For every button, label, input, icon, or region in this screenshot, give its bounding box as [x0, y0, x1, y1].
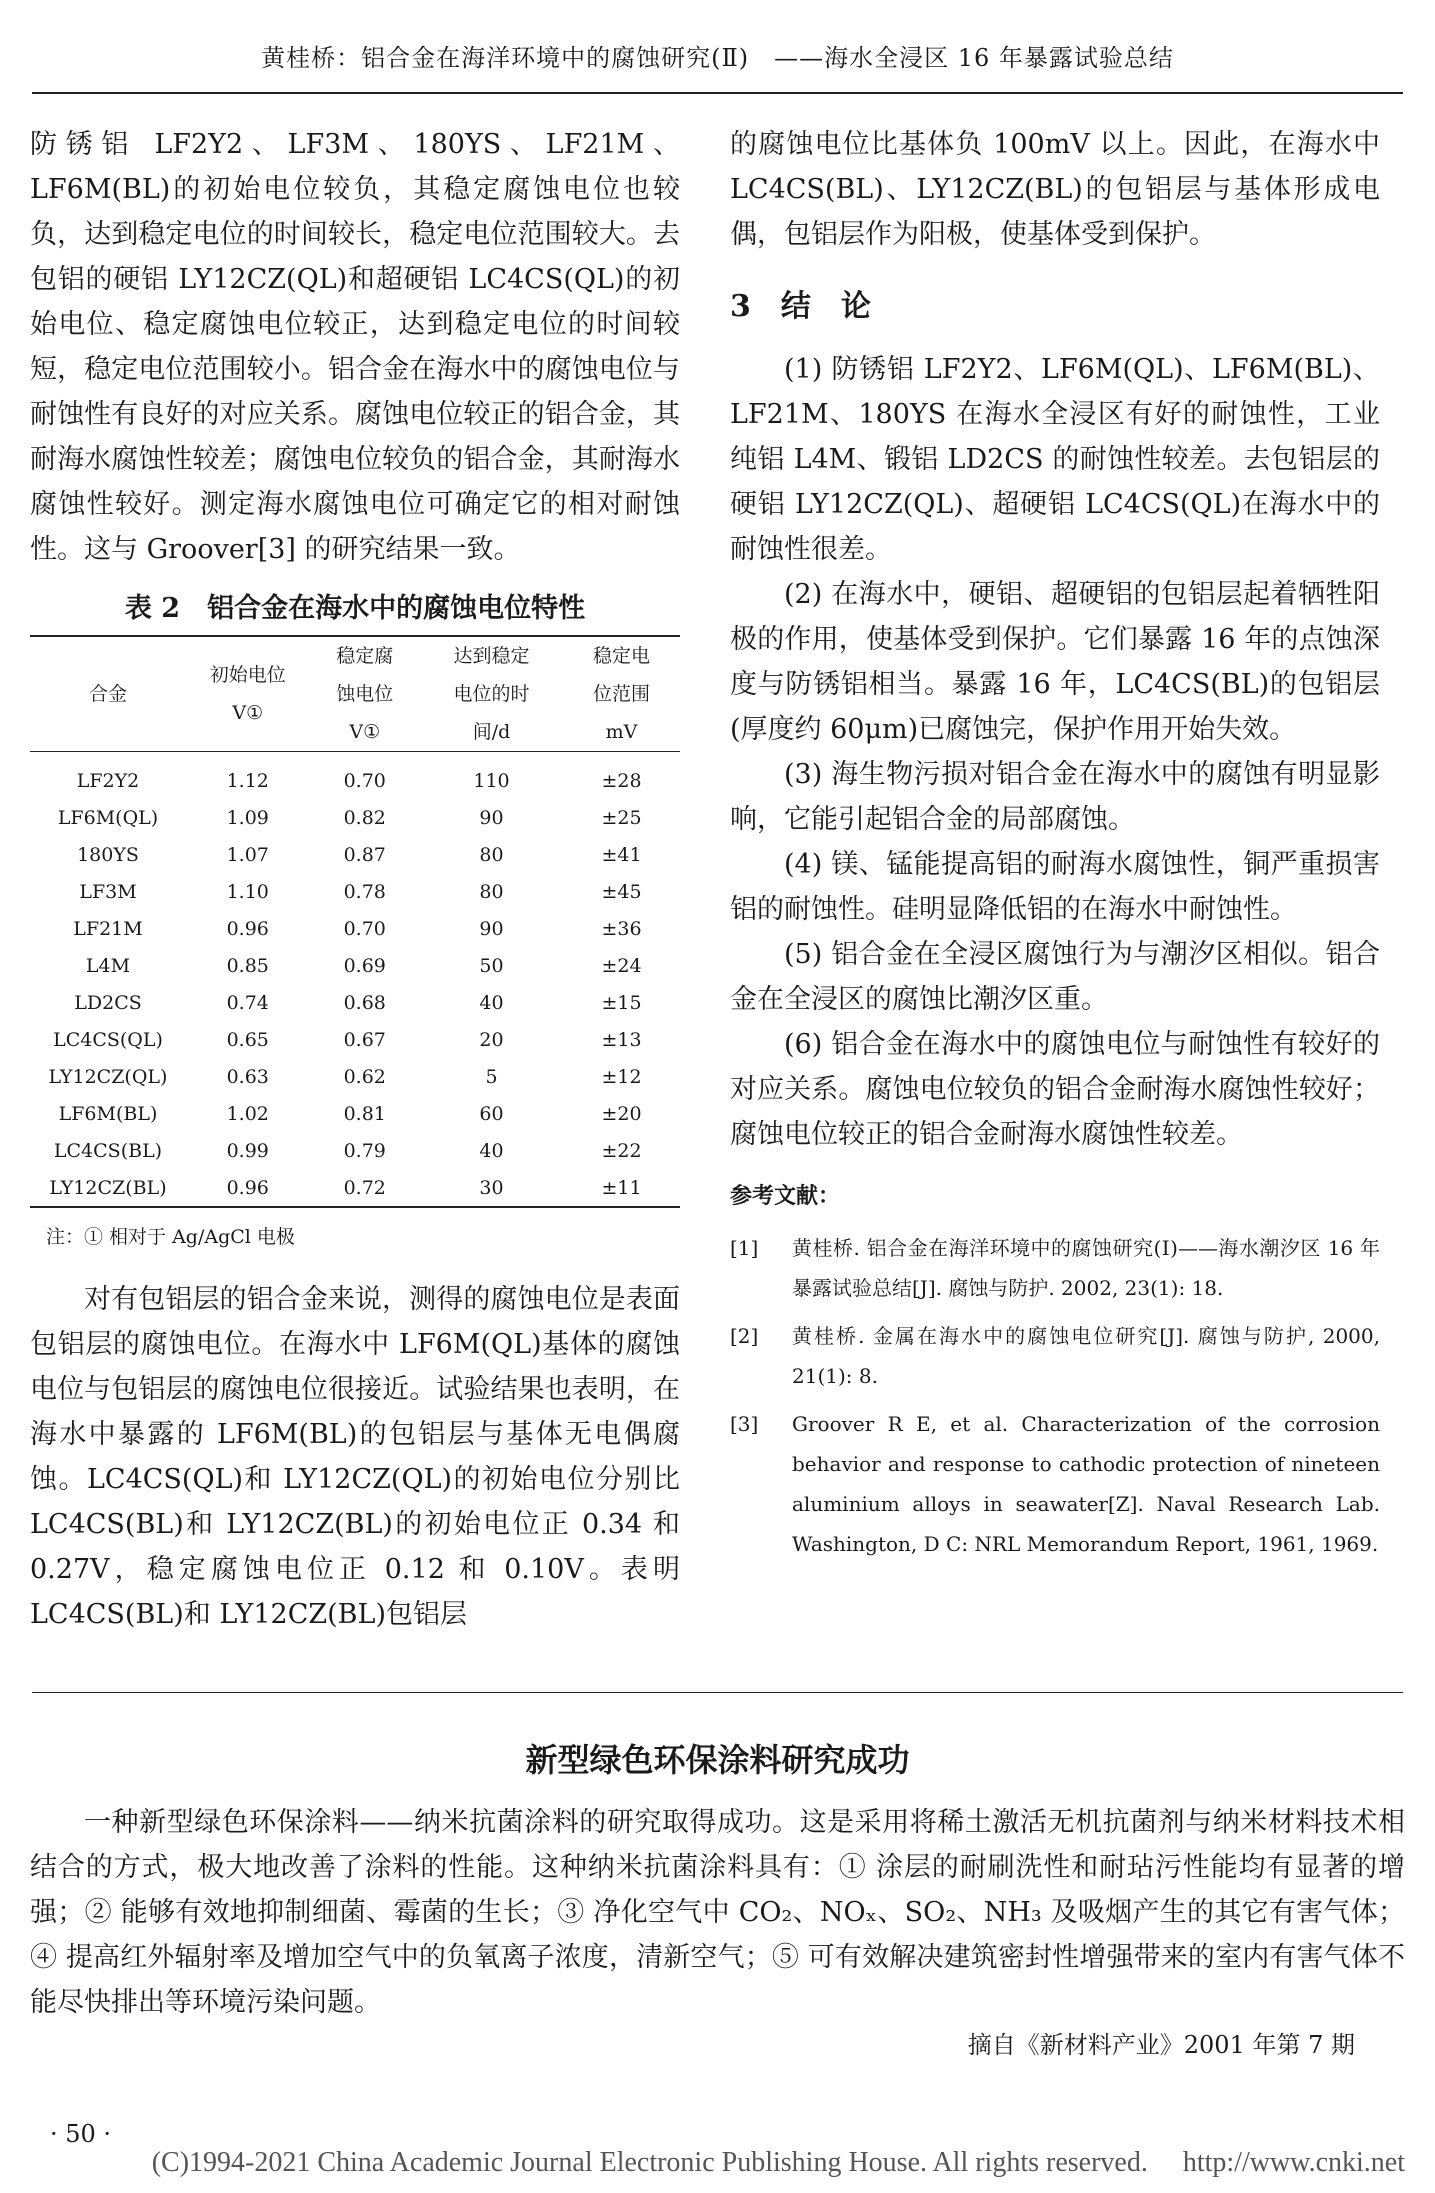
- table-cell: 0.87: [343, 843, 386, 866]
- table-row: [30, 752, 680, 800]
- table-cell: ±13: [601, 1028, 642, 1051]
- corrosion-potential-table: [30, 635, 680, 1208]
- table-cell: LY12CZ(BL): [49, 1176, 167, 1199]
- table-cell: 0.96: [226, 1176, 269, 1199]
- news-title: 新型绿色环保涂料研究成功: [525, 1741, 910, 1779]
- table-cell: 20: [479, 1028, 504, 1051]
- table-row: [30, 873, 680, 910]
- right-paragraph-continued: 的腐蚀电位比基体负 100mV 以上。因此，在海水中 LC4CS(BL)、LY12CZ(BL)的包铝层与基体形成电偶，包铝层作为阳极，使基体受到保护。: [730, 129, 1380, 250]
- table-cell: 0.96: [226, 917, 269, 940]
- conclusions-list: [730, 347, 1380, 1157]
- copyright-footer: (C)1994-2021 China Academic Journal Electronic Publishing House. All rights reserved. http://www.cnki.net: [151, 2147, 1405, 2178]
- table-cell: LF2Y2: [76, 769, 140, 792]
- reference-text: 黄桂桥. 金属在海水中的腐蚀电位研究[J]. 腐蚀与防护, 2000, 21(1): 8.: [792, 1324, 1380, 1388]
- table-row: [30, 1058, 680, 1095]
- table-cell: 40: [479, 1139, 504, 1162]
- table-cell: 0.69: [343, 954, 386, 977]
- conclusion-item: (6) 铝合金在海水中的腐蚀电位与耐蚀性有较好的对应关系。腐蚀电位较负的铝合金耐海水腐蚀性较好；腐蚀电位较正的铝合金耐海水腐蚀性较差。: [730, 1029, 1380, 1150]
- table-cell: LF21M: [73, 917, 143, 940]
- section-title-conclusions: 3 结 论: [730, 289, 871, 324]
- section-divider: [32, 1692, 1403, 1693]
- conclusion-item: (5) 铝合金在全浸区腐蚀行为与潮汐区相似。铝合金在全浸区的腐蚀比潮汐区重。: [730, 939, 1380, 1015]
- table-cell: LD2CS: [74, 991, 142, 1014]
- table-title: 表 2 铝合金在海水中的腐蚀电位特性: [124, 593, 586, 624]
- table-cell: 0.79: [343, 1139, 386, 1162]
- table-row: [30, 799, 680, 836]
- table-row: [30, 1169, 680, 1207]
- table-cell: 0.81: [343, 1102, 386, 1125]
- reference-item: [730, 1228, 1380, 1308]
- table-cell: 0.63: [226, 1065, 269, 1088]
- reference-text: Groover R E, et al. Characterization of the corrosion behavior and response to cathodic protection of nineteen aluminium alloys in seawater[Z]. Naval Research Lab. Washington, D C: NRL Memorandum Report, 1961, 1969.: [792, 1412, 1380, 1556]
- table-cell: 0.70: [343, 769, 386, 792]
- table-cell: ±45: [601, 880, 642, 903]
- table-note: 注：① 相对于 Ag/AgCl 电极: [46, 1226, 295, 1248]
- table-cell: 1.10: [226, 880, 269, 903]
- table-row: [30, 836, 680, 873]
- table-cell: LY12CZ(QL): [48, 1065, 168, 1088]
- th-alloy: 合金: [88, 683, 127, 705]
- table-row: [30, 910, 680, 947]
- table-cell: 110: [473, 769, 510, 792]
- table-cell: 90: [479, 917, 504, 940]
- reference-text: 黄桂桥. 铝合金在海洋环境中的腐蚀研究(Ⅰ)——海水潮汐区 16 年暴露试验总结[J]. 腐蚀与防护. 2002, 23(1): 18.: [792, 1236, 1380, 1300]
- table-cell: ±28: [601, 769, 642, 792]
- table-cell: LC4CS(BL): [53, 1139, 163, 1162]
- table-cell: 0.68: [343, 991, 386, 1014]
- table-row: [30, 1095, 680, 1132]
- table-cell: 1.02: [226, 1102, 269, 1125]
- table-body: [30, 752, 680, 1208]
- table-cell: 0.82: [343, 806, 386, 829]
- reference-number: [2]: [730, 1324, 759, 1348]
- reference-number: [1]: [730, 1236, 759, 1260]
- header-rule: [32, 92, 1403, 94]
- table-cell: 40: [479, 991, 504, 1014]
- table-cell: ±25: [601, 806, 642, 829]
- table-row: [30, 984, 680, 1021]
- table-cell: 80: [479, 880, 504, 903]
- th-initial: 初始电位: [209, 664, 286, 686]
- table-cell: ±24: [601, 954, 642, 977]
- th-range-unit: mV: [605, 721, 638, 743]
- reference-item: [730, 1316, 1380, 1396]
- table-cell: LF3M: [79, 880, 137, 903]
- table-cell: 0.85: [226, 954, 269, 977]
- page-number: · 50 ·: [50, 2120, 112, 2148]
- table-cell: ±12: [601, 1065, 642, 1088]
- news-source: 摘自《新材料产业》2001 年第 7 期: [967, 2031, 1355, 2059]
- references-list: [730, 1228, 1380, 1564]
- table-cell: ±11: [601, 1176, 642, 1199]
- table-cell: LC4CS(QL): [53, 1028, 163, 1051]
- conclusion-item: (1) 防锈铝 LF2Y2、LF6M(QL)、LF6M(BL)、LF21M、180YS 在海水全浸区有好的耐蚀性，工业纯铝 L4M、锻铝 LD2CS 的耐蚀性较差。去包铝层的硬铝 LY12CZ(QL)、超硬铝 LC4CS(QL)在海水中的耐蚀性很差。: [730, 354, 1380, 565]
- th-range: 稳定电位范围: [592, 645, 650, 705]
- th-time: 达到稳定电位的时间/d: [453, 645, 530, 743]
- references-title: 参考文献：: [730, 1183, 841, 1209]
- table-cell: 0.65: [226, 1028, 269, 1051]
- table-cell: 0.67: [343, 1028, 386, 1051]
- news-body: 一种新型绿色环保涂料——纳米抗菌涂料的研究取得成功。这是采用将稀土激活无机抗菌剂与纳米材料技术相结合的方式，极大地改善了涂料的性能。这种纳米抗菌涂料具有：① 涂层的耐刷洗性和耐玷污性能均有显著的增强；② 能够有效地抑制细菌、霉菌的生长；③ 净化空气中 CO₂、NOₓ、SO₂、NH₃ 及吸烟产生的其它有害气体；④ 提高红外辐射率及增加空气中的负氧离子浓度，清新空气；⑤ 可有效解决建筑密封性增强带来的室内有害气体不能尽快排出等环境污染问题。: [30, 1807, 1405, 2018]
- table-cell: 50: [479, 954, 504, 977]
- running-header: 黄桂桥：铝合金在海洋环境中的腐蚀研究(Ⅱ) ——海水全浸区 16 年暴露试验总结: [261, 44, 1174, 72]
- table-row: [30, 1132, 680, 1169]
- conclusion-item: (3) 海生物污损对铝合金在海水中的腐蚀有明显影响，它能引起铝合金的局部腐蚀。: [730, 759, 1380, 835]
- table-cell: LF6M(QL): [57, 806, 159, 829]
- conclusion-item: (4) 镁、锰能提高铝的耐海水腐蚀性，铜严重损害铝的耐蚀性。硅明显降低铝的在海水中耐蚀性。: [730, 849, 1380, 925]
- table-cell: 60: [479, 1102, 504, 1125]
- table-cell: 5: [485, 1065, 498, 1088]
- reference-number: [3]: [730, 1412, 759, 1436]
- left-column: [30, 122, 680, 1637]
- table-cell: 1.09: [226, 806, 269, 829]
- table-cell: 0.70: [343, 917, 386, 940]
- table-row: [30, 1021, 680, 1058]
- table-cell: ±36: [601, 917, 642, 940]
- th-stable: 稳定腐蚀电位: [336, 645, 394, 705]
- reference-item: [730, 1404, 1380, 1564]
- th-initial-unit: V①: [232, 702, 264, 724]
- table-cell: 0.72: [343, 1176, 386, 1199]
- table-cell: ±22: [601, 1139, 642, 1162]
- left-paragraph-2: 对有包铝层的铝合金来说，测得的腐蚀电位是表面包铝层的腐蚀电位。在海水中 LF6M(QL)基体的腐蚀电位与包铝层的腐蚀电位很接近。试验结果也表明，在海水中暴露的 LF6M(BL)的包铝层与基体无电偶腐蚀。LC4CS(QL)和 LY12CZ(QL)的初始电位分别比 LC4CS(BL)和 LY12CZ(BL)的初始电位正 0.34 和 0.27V，稳定腐蚀电位正 0.12 和 0.10V。表明 LC4CS(BL)和 LY12CZ(BL)包铝层: [30, 1284, 680, 1630]
- table-cell: 0.99: [226, 1139, 269, 1162]
- table-cell: ±20: [601, 1102, 642, 1125]
- table-row: [30, 947, 680, 984]
- table-cell: 80: [479, 843, 504, 866]
- left-paragraph-1: 防锈铝 LF2Y2、LF3M、180YS、LF21M、LF6M(BL)的初始电位较负，其稳定腐蚀电位也较负，达到稳定电位的时间较长，稳定电位范围较大。去包铝的硬铝 LY12CZ(QL)和超硬铝 LC4CS(QL)的初始电位、稳定腐蚀电位较正，达到稳定电位的时间较短，稳定电位范围较小。铝合金在海水中的腐蚀电位与耐蚀性有良好的对应关系。腐蚀电位较正的铝合金，其耐海水腐蚀性较差；腐蚀电位较负的铝合金，其耐海水腐蚀性较好。测定海水腐蚀电位可确定它的相对耐蚀性。这与 Groover[3] 的研究结果一致。: [30, 129, 680, 565]
- table-cell: LF6M(BL): [58, 1102, 158, 1125]
- table-cell: 30: [479, 1176, 504, 1199]
- conclusion-item: (2) 在海水中，硬铝、超硬铝的包铝层起着牺牲阳极的作用，使基体受到保护。它们暴露 16 年的点蚀深度与防锈铝相当。暴露 16 年，LC4CS(BL)的包铝层(厚度约 60μm)已腐蚀完，保护作用开始失效。: [730, 579, 1380, 745]
- table-header-row: [30, 636, 680, 752]
- table-cell: 1.12: [226, 769, 269, 792]
- table-cell: 0.78: [343, 880, 386, 903]
- table-cell: ±41: [601, 843, 642, 866]
- right-column: [730, 122, 1380, 1572]
- table-cell: 0.74: [226, 991, 269, 1014]
- table-cell: 180YS: [77, 843, 139, 866]
- th-stable-unit: V①: [349, 721, 381, 743]
- table-cell: L4M: [85, 954, 131, 977]
- table-cell: 1.07: [226, 843, 269, 866]
- table-cell: 0.62: [343, 1065, 386, 1088]
- table-cell: ±15: [601, 991, 642, 1014]
- table-cell: 90: [479, 806, 504, 829]
